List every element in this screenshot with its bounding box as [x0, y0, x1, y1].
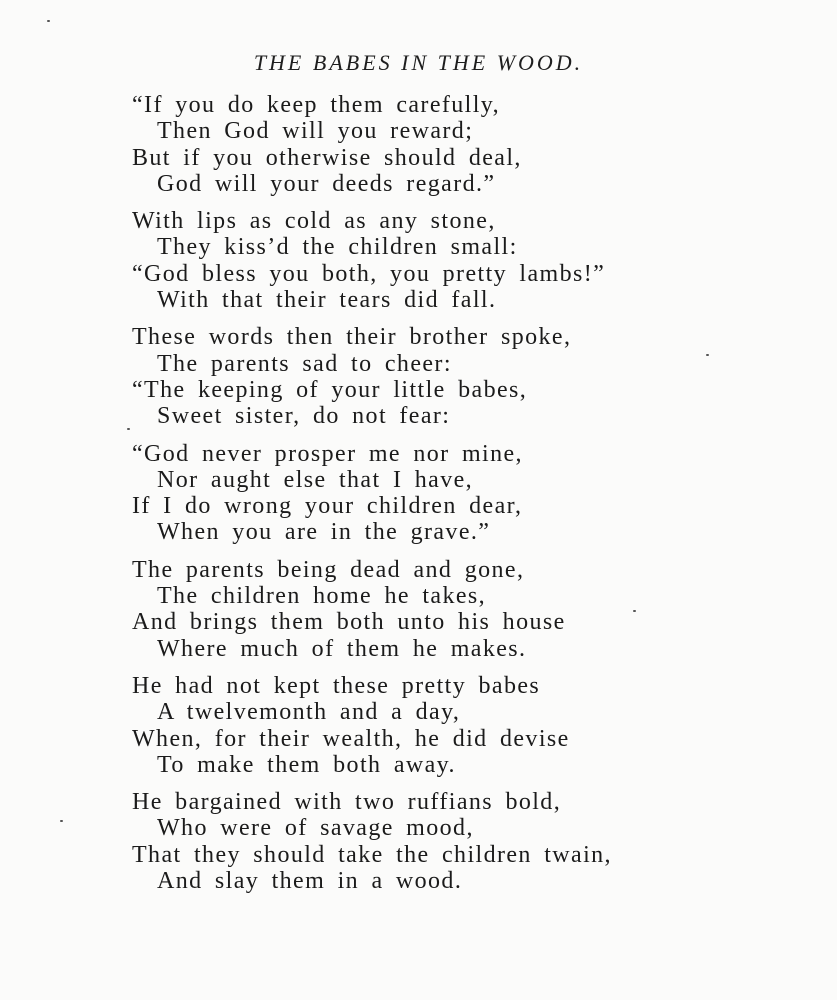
poem-line: The parents sad to cheer: [157, 350, 452, 377]
stanza-6 [132, 673, 792, 778]
poem-line: The children home he takes, [157, 583, 487, 610]
poem-line: And brings them both unto his house [132, 609, 566, 636]
poem-line: With that their tears did fall. [157, 287, 497, 314]
poem-line: To make them both away. [157, 751, 456, 778]
poem-line: He bargained with two ruffians bold, [132, 789, 562, 816]
poem [132, 92, 792, 905]
poem-line: “God never prosper me nor mine, [132, 440, 523, 467]
poem-line: If I do wrong your children dear, [132, 493, 523, 520]
stanza-2 [132, 208, 792, 313]
poem-line: And slay them in a wood. [157, 868, 463, 895]
scan-speck [60, 820, 63, 822]
scan-speck [706, 354, 709, 356]
poem-line: These words then their brother spoke, [132, 324, 572, 351]
poem-line: A twelvemonth and a day, [157, 699, 461, 726]
poem-line: He had not kept these pretty babes [132, 672, 541, 699]
scan-speck [127, 428, 130, 430]
poem-line: Where much of them he makes. [157, 635, 527, 662]
poem-line: God will your deeds regard.” [157, 170, 496, 197]
poem-line: The parents being dead and gone, [132, 556, 525, 583]
stanza-7 [132, 789, 792, 894]
poem-line: When, for their wealth, he did devise [132, 725, 570, 752]
poem-line: They kiss’d the children small: [157, 234, 518, 261]
stanza-4 [132, 441, 792, 546]
poem-line: Then God will you reward; [157, 118, 474, 145]
scan-speck [633, 610, 636, 612]
stanza-1 [132, 92, 792, 197]
poem-line: But if you otherwise should deal, [132, 144, 522, 171]
poem-line: “God bless you both, you pretty lambs!” [132, 260, 606, 287]
scan-speck [47, 20, 50, 22]
poem-line: That they should take the children twain, [132, 841, 612, 868]
poem-line: “If you do keep them carefully, [132, 92, 501, 118]
poem-line: Sweet sister, do not fear: [157, 403, 451, 430]
poem-line: Who were of savage mood, [157, 815, 474, 842]
stanza-5 [132, 557, 792, 662]
poem-line: When you are in the grave.” [157, 519, 491, 546]
page-title: THE BABES IN THE WOOD. [253, 50, 584, 75]
poem-line: Nor aught else that I have, [157, 466, 474, 493]
poem-line: “The keeping of your little babes, [132, 376, 528, 403]
stanza-3 [132, 324, 792, 429]
poem-line: With lips as cold as any stone, [132, 208, 496, 235]
